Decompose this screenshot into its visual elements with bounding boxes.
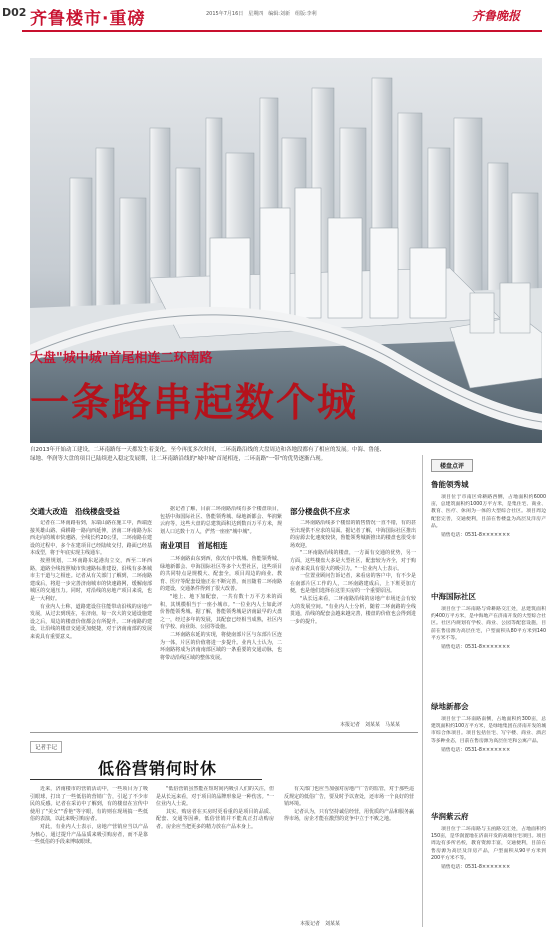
sidebar-title: 楼盘点评 xyxy=(431,459,473,472)
commentary-column-1 xyxy=(30,786,148,928)
paragraph: 二环南路由东到西，依次有中铁城、鲁能领秀城、绿地新都会、中海国际社区等多个大型社区，这些项目的共同特点是规模大、配套全，项目周边的商业、教育、医疗等配套设施正在不断完善，而且随着二环南路的建设，交通条件得到了很大改善。 xyxy=(160,555,282,593)
paragraph: "地上、地下加配套，一共有数十万平方米的面积，其规模相当于一座小城市。"一位业内人士如此评价鲁能领秀城。据了解，鲁能领秀城是济南最早的大盘之一，经过多年的发展，其配套已经相当成熟，社区内有学校、商业街、公园等设施。 xyxy=(160,593,282,631)
project-name: 绿地新都会 xyxy=(431,702,469,711)
paragraph: 近来，济南楼市的营销活动中，一些项目为了吸引眼球，打出了一些低俗的营销广告，引起了不少市民的反感。记者在采访中了解到，有的楼盘在宣传中使用了"美女""香艳"等字眼，有的则在现场搞一些低俗的表演，以此来吸引购房者。 xyxy=(30,786,148,823)
paragraph: 二环南路东延的实现，将使南部片区与东部片区连为一体，片区的价值将进一步提升。业内人士认为，二环南路将成为济南南部区域的一条重要的交通动脉，也将带动沿线区域的整体发展。 xyxy=(160,631,282,661)
project-sidebar xyxy=(422,455,547,927)
project-phone: 销售电话：0531-8××××××× xyxy=(441,533,511,539)
commentary-column-2 xyxy=(156,786,274,928)
paragraph: "从长远来看，二环南路沿线的房地产市场还会有较大的发展空间。"有业内人士分析，随着二环南路的全线贯通，沿线的配套会越来越完善，楼盘的价值也会得到进一步的提升。 xyxy=(290,595,416,625)
paragraph: "低俗营销虽然能在短时间内吸引人们的关注，但是从长远来看，对于项目的品牌形象是一种伤害。"一位业内人士说。 xyxy=(156,786,274,808)
project-entry xyxy=(431,701,546,753)
article-byline: 本报记者 刘某某 马某某 xyxy=(340,722,401,728)
commentary-byline: 本报记者 刘某某 xyxy=(300,921,341,927)
paragraph: 按照规划，二环南路东起港沟立交，西至二环西路，道路全线按照城市快速路标准建设，沿线有多条城市主干道与之相连。记者从有关部门了解到，二环南路建成后，将进一步完善济南城市的快速路网，缓解南部城区的交通压力。同时，对沿线的房地产项目来说，也是一大利好。 xyxy=(30,557,152,602)
page-number: D02 xyxy=(2,6,27,19)
issue-meta: 2015年7月16日 星期四 编辑:刘新 组版:李利 xyxy=(206,11,317,17)
project-desc: 项目位于二环南路与舜耕路交汇处，总建筑面积约400万平方米，是中海地产在济南开发的大型综合社区。社区内规划有学校、商业、公园等配套设施，目前在售房源为高层住宅，户型面积从80平方米到140平方米不等。 xyxy=(431,607,546,641)
project-entry xyxy=(431,479,546,538)
paragraph: 对此，有业内人士表示，房地产营销应当以产品为核心，通过提升产品品质来吸引购房者，而不是靠一些低俗的手段来博取眼球。 xyxy=(30,823,148,846)
paragraph: 有关部门也应当加强对房地产广告的监管，对于那些违反规定的低俗广告，要及时予以查处，还市场一个良好的营销环境。 xyxy=(284,786,414,808)
project-name: 鲁能领秀城 xyxy=(431,480,469,489)
project-phone: 销售电话：0531-8××××××× xyxy=(441,747,511,753)
section-title: 齐鲁楼市·重磅 xyxy=(30,9,146,29)
main-headline: 一条路串起数个城 xyxy=(30,381,359,426)
paragraph: 记者在二环南路看到，东端山路在施工中，西端连接英雄山路、舜耕路一路向西延伸，济南二环南路为东西走向的城市快速路，全线长约20公里，二环南路在建设的过程中，多个在建项目已经陆续交付，路面已经基本成型，将于年底实现主线通车。 xyxy=(30,520,152,557)
paragraph: 记者认为，只有坚持诚信经营，用优质的产品和服务赢得市场，房企才能在激烈的竞争中立于不败之地。 xyxy=(284,808,414,823)
paragraph: 一位置业顾问告诉记者，来看房的客户中，有不少是在南部片区工作的人，二环南路建成后，上下班更加方便，也是他们选择在这里买房的一个重要原因。 xyxy=(290,573,416,595)
subhead-projects: 南业项目 首尾相连 xyxy=(160,541,228,551)
subhead-traffic: 交通大改造 沿线楼盘受益 xyxy=(30,507,120,516)
project-name: 华润紫云府 xyxy=(431,812,469,821)
page-header xyxy=(0,0,550,30)
article-column-2 xyxy=(160,506,282,728)
article-column-3 xyxy=(290,520,416,718)
commentary-column-3 xyxy=(284,786,414,918)
project-phone: 销售电话：0531-8××××××× xyxy=(441,645,511,651)
paragraph: 二环南路沿线多个楼盘的销售情况一直不错，有的甚至出现供不应求的局面。据记者了解，中海国际社区推出的房源去化速度较快，鲁能领秀城新推出的楼盘也很受市场欢迎。 xyxy=(290,520,416,549)
header-rule xyxy=(22,30,542,32)
article-lead: 自2013年开始动工建设，二环南路每一天都发生着变化，至今再度多次时间，二环南路沿线的大盘周边和各地段都有了相应的发展。中海、鲁能、绿地、华润等大盘的项目已陆续进入稳定发展期，让二环南路沿线的"城中城"首尾相连，二环南路"一带"的优势逐渐凸现。 xyxy=(30,447,386,462)
project-desc: 项目位于二环南路与玉函路交汇处，占地面积约150亩，是华润置地在济南开发的高端住宅项目。项目周边有多所名校，教育资源丰富，交通便利，目前在售房源为高层及洋房产品，户型面积从90平方米到200平方米不等。 xyxy=(431,827,546,861)
commentary-tag: 记者手记 xyxy=(30,741,62,753)
paragraph: 有业内人士称，道路建设往往能带动沿线的房地产发展，从过去到现在，在济南，每一次大的交通设施建设之后，周边的楼盘价值都会有所提升。二环南路的建设，让沿线的楼盘交通更加便捷，对于济南南部的发展来说具有重要意义。 xyxy=(30,603,152,640)
commentary-title: 低俗营销何时休 xyxy=(98,759,218,778)
commentary-title-rule xyxy=(30,779,262,780)
project-entry xyxy=(431,591,546,650)
project-desc: 项目位于二环南路南侧，占地面积约300亩，总建筑面积约100万平方米，是绿地集团在济南开发的城市综合体项目。项目包括住宅、写字楼、商业、酒店等多种业态，目前在售房源为高层住宅和公寓产品。 xyxy=(431,717,546,744)
paragraph: 其实，购房者在买房时更看重的是项目的品质、配套、交通等因素，低俗营销并不能真正打动购房者。房企应当把更多的精力放在产品本身上。 xyxy=(156,808,274,830)
subhead-demand: 部分楼盘供不应求 xyxy=(290,507,350,516)
paragraph: 据记者了解，目前二环南路沿线有多个楼盘项目，包括中海国际社区、鲁能领秀城、绿地新都会、华润紫云府等，这些大盘的总建筑面积达到数百万平方米，规划人口达数十万人，俨然一座座"城中城"。 xyxy=(160,506,282,535)
project-name: 中海国际社区 xyxy=(431,592,476,601)
section-divider xyxy=(30,732,418,733)
project-phone: 销售电话：0531-8××××××× xyxy=(441,865,511,871)
project-entry xyxy=(431,811,546,870)
article-column-1 xyxy=(30,520,152,728)
paragraph: "二环南路沿线的楼盘，一方面有交通的优势，另一方面，这些楼盘大多是大型社区，配套较为齐全，对于购房者来说具有很大的吸引力。"一位业内人士表示。 xyxy=(290,550,416,572)
project-desc: 项目位于市南区舜耕路西侧，占地面积约6000亩，总建筑面积约1000万平方米，是集住宅、商业、教育、医疗、休闲为一体的大型综合社区。项目周边配套完善，交通便利，目前在售楼盘为高层及洋房产品。 xyxy=(431,495,546,529)
headline-kicker: 大盘"城中城"首尾相连二环南路 xyxy=(30,351,213,366)
newspaper-logo: 齐鲁晚报 xyxy=(472,9,521,23)
